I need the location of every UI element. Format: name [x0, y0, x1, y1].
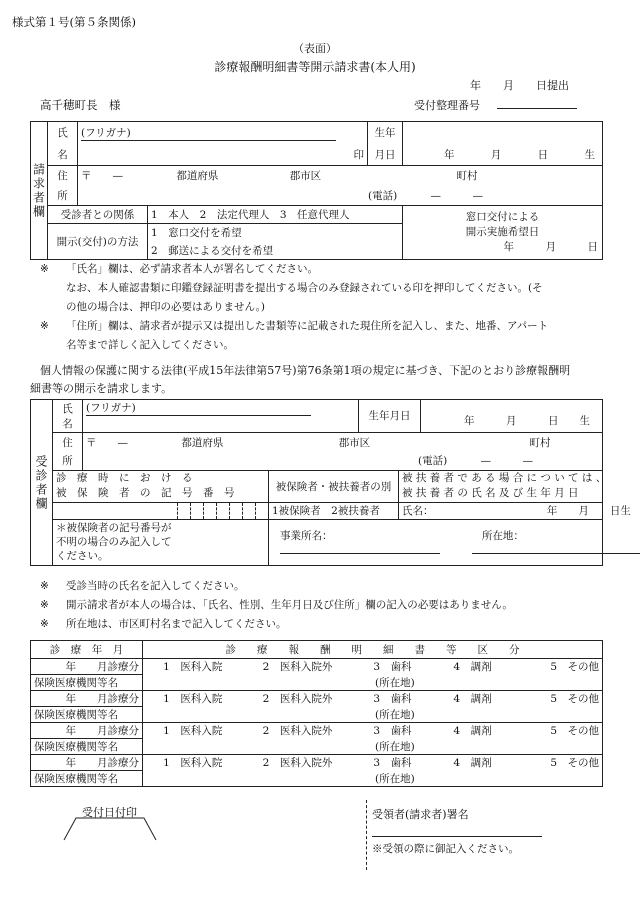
institution-label: 保険医療機関等名 [31, 739, 143, 755]
form-side: （表面） [293, 42, 337, 55]
note-text: 名等まで詳しく記入してください。 [66, 339, 234, 351]
patient-phone-label: (電話) [418, 455, 448, 468]
relation-options[interactable]: 1 本人 2 法定代理人 3 任意代理人 [148, 206, 403, 224]
dependent-label-1: 被 扶 養 者 で あ る 場 合 に つ い て は 、 [402, 472, 607, 484]
receipt-number-label: 受付整理番号 [414, 99, 480, 112]
option-inpatient[interactable]: 1 医科入院 [143, 659, 243, 675]
note-text: の他の場合は、押印の必要はありません。) [66, 301, 265, 313]
option-outpatient[interactable]: 2 医科入院外 [243, 723, 353, 739]
option-dental[interactable]: 3 歯科 [353, 723, 433, 739]
birth-month: 月 [490, 148, 502, 161]
intro-line: 個人情報の保護に関する法律(平成15年法律第57号)第76条第1項の規定に基づき、下記のとおり診療報酬明 [40, 364, 571, 377]
name-label-2: 名 [48, 144, 78, 166]
dependent-date: 年 月 日生 [546, 505, 631, 517]
unknown-number-note [53, 519, 269, 565]
institution-location: (所在地) [375, 676, 415, 689]
town-label: 町村 [456, 170, 478, 183]
patient-notes [40, 577, 513, 634]
prefecture-label: 都道府県 [176, 170, 219, 183]
patient-prefecture: 都道府県 [181, 436, 224, 449]
dependent-name-label: 氏名： [402, 505, 434, 517]
method-label: 開示(交付)の方法 [48, 224, 148, 260]
intro-line: 細書等の開示を請求します。 [30, 382, 173, 395]
option-pharmacy[interactable]: 4 調剤 [433, 691, 513, 707]
patient-address-label: 住 [53, 432, 83, 452]
patient-city: 郡市区 [338, 436, 371, 449]
note-mark: ※ [40, 618, 49, 630]
option-pharmacy[interactable]: 4 調剤 [433, 755, 513, 771]
treatment-category-header: 診 療 報 酬 明 細 書 等 区 分 [143, 641, 603, 659]
patient-furigana[interactable]: (フリガナ) [86, 400, 311, 416]
address-label-2: 所 [48, 186, 78, 206]
insured-number-label-1: 診 療 時 に お け る [56, 472, 193, 484]
phone-separator: — — [430, 189, 484, 202]
receipt-number-field[interactable] [497, 108, 577, 109]
birth-label: 生年 [368, 122, 403, 144]
request-statement [30, 362, 570, 398]
option-inpatient[interactable]: 1 医科入院 [143, 723, 243, 739]
treatment-month-cell[interactable]: 年 月診療分 [31, 755, 143, 771]
address-label: 住 [48, 166, 78, 186]
treatment-table [30, 640, 603, 787]
option-dental[interactable]: 3 歯科 [353, 659, 433, 675]
institution-row [31, 739, 603, 755]
institution-field[interactable] [143, 739, 603, 755]
patient-address-label-2: 所 [53, 452, 83, 470]
insured-number-label-2: 被 保 険 者 の 記 号 番 号 [56, 487, 235, 499]
note-mark: ※ [40, 580, 49, 592]
requester-name-field[interactable] [78, 144, 368, 166]
unknown-note-1: ＊被保険者の記号番号が [56, 522, 172, 534]
institution-field[interactable] [143, 707, 603, 723]
institution-field[interactable] [143, 675, 603, 691]
patient-birth-date: 年 月 日 生 [464, 415, 590, 428]
unknown-note-2: 不明の場合のみ記入して [56, 536, 172, 548]
form-number: 様式第１号(第５条関係) [12, 15, 136, 29]
city-label: 郡市区 [289, 170, 322, 183]
requester-address-field[interactable] [78, 166, 603, 186]
institution-row [31, 771, 603, 787]
signature-field[interactable] [372, 836, 542, 837]
requester-section-label: 請求者欄 [31, 122, 48, 260]
option-outpatient[interactable]: 2 医科入院外 [243, 691, 353, 707]
option-other[interactable]: 5 その他 [513, 755, 603, 771]
method-option-window[interactable]: 1 窓口交付を希望 [148, 224, 403, 242]
name-label: 氏 [48, 122, 78, 144]
patient-town: 町村 [529, 436, 551, 449]
patient-phone-separator: — — [480, 455, 534, 468]
institution-label: 保険医療機関等名 [31, 675, 143, 691]
option-inpatient[interactable]: 1 医科入院 [143, 691, 243, 707]
option-inpatient[interactable]: 1 医科入院 [143, 755, 243, 771]
note-text: 開示請求者が本人の場合は、「氏名、性別、生年月日及び住所」欄の記入の必要はありません。 [66, 599, 513, 611]
option-outpatient[interactable]: 2 医科入院外 [243, 659, 353, 675]
phone-label: (電話) [368, 189, 398, 202]
insured-type-label: 被保険者・被扶養者の別 [269, 470, 399, 502]
page-title: 診療報酬明細書等開示請求書(本人用) [214, 60, 416, 74]
patient-name-field[interactable] [83, 416, 359, 432]
window-label-2: 開示実施希望日 [465, 226, 540, 238]
institution-label: 保険医療機関等名 [31, 707, 143, 723]
treatment-month-cell[interactable]: 年 月診療分 [31, 723, 143, 739]
treatment-row [31, 691, 603, 707]
institution-location: (所在地) [375, 772, 415, 785]
requester-table [30, 121, 603, 260]
insured-number-label [53, 470, 269, 502]
signature-note: ※受領の際に御記入ください。 [372, 843, 519, 855]
window-date[interactable]: 年 月 日 [503, 241, 598, 253]
institution-location: (所在地) [375, 740, 415, 753]
requester-phone-field[interactable] [78, 186, 603, 206]
note-text: 「住所」欄は、請求者が提示又は提出した書類等に記載された現住所を記入し、また、地番、アパート [66, 320, 549, 332]
institution-label: 保険医療機関等名 [31, 771, 143, 787]
birth-suffix: 生 [584, 148, 595, 161]
patient-section-label: 受診者欄 [31, 400, 53, 566]
option-other[interactable]: 5 その他 [513, 723, 603, 739]
note-text: なお、本人確認書類に印鑑登録証明書を提出する場合のみ登録されている印を押印してください。(そ [66, 282, 543, 294]
birth-year: 年 [444, 148, 455, 161]
seal-mark: 印 [353, 148, 364, 161]
treatment-row [31, 723, 603, 739]
location-label: 所在地： [481, 529, 524, 542]
institution-location: (所在地) [375, 708, 415, 721]
patient-table [30, 399, 631, 566]
option-dental[interactable]: 3 歯科 [353, 691, 433, 707]
requester-birth-field[interactable] [403, 144, 603, 166]
institution-row [31, 675, 603, 691]
birth-day: 日 [537, 148, 549, 161]
unknown-note-3: ください。 [56, 550, 109, 562]
receipt-stamp-label: 受付日付印 [82, 806, 137, 819]
submission-date: 年 月 日提出 [470, 79, 569, 92]
option-pharmacy[interactable]: 4 調剤 [433, 659, 513, 675]
dependent-label-2: 被 扶 養 者 の 氏 名 及 び 生 年 月 日 [402, 487, 579, 499]
note-mark: ※ [40, 320, 49, 332]
patient-address-field[interactable] [83, 432, 603, 452]
treatment-row [31, 659, 603, 675]
treatment-month-header: 診 療 年 月 [31, 641, 143, 659]
employer-field[interactable] [269, 519, 603, 565]
requester-notes [40, 260, 548, 355]
option-other[interactable]: 5 その他 [513, 691, 603, 707]
birth-label-2: 月日 [368, 144, 403, 166]
signature-divider [366, 800, 367, 870]
treatment-month-cell[interactable]: 年 月診療分 [31, 659, 143, 675]
receipt-stamp-frame [60, 814, 160, 842]
note-text: 受診当時の氏名を記入してください。 [66, 580, 245, 592]
window-label-1: 窓口交付による [465, 211, 540, 223]
signature-label: 受領者(請求者)署名 [372, 808, 469, 821]
note-mark: ※ [40, 263, 49, 275]
treatment-month-cell[interactable]: 年 月診療分 [31, 691, 143, 707]
option-outpatient[interactable]: 2 医科入院外 [243, 755, 353, 771]
requester-furigana[interactable]: (フリガナ) [81, 125, 336, 141]
institution-row [31, 707, 603, 723]
patient-name-label: 氏 [53, 400, 83, 417]
insured-type-options[interactable]: 1被保険者 2被扶養者 [269, 502, 399, 519]
institution-field[interactable] [143, 771, 603, 787]
treatment-row [31, 755, 603, 771]
relation-label: 受診者との関係 [48, 206, 148, 224]
patient-name-label-2: 名 [53, 416, 83, 432]
option-dental[interactable]: 3 歯科 [353, 755, 433, 771]
patient-birth-field[interactable] [421, 400, 603, 433]
note-text: 「氏名」欄は、必ず請求者本人が署名してください。 [66, 263, 318, 275]
postal-mark: 〒 — [81, 170, 123, 183]
office-label: 事業所名： [280, 529, 333, 542]
note-text: 所在地は、市区町村名まで記入してください。 [66, 618, 287, 630]
note-mark: ※ [40, 599, 49, 611]
patient-phone-field[interactable] [83, 452, 603, 470]
option-other[interactable]: 5 その他 [513, 659, 603, 675]
patient-birth-label: 生年月日 [359, 400, 421, 433]
dependent-label [399, 470, 607, 502]
option-pharmacy[interactable]: 4 調剤 [433, 723, 513, 739]
method-option-mail[interactable]: 2 郵送による交付を希望 [148, 242, 403, 260]
addressee: 高千穂町長 様 [40, 98, 121, 112]
patient-postal-mark: 〒 — [86, 436, 128, 449]
insured-number-boxes[interactable] [53, 502, 269, 519]
dependent-field[interactable] [399, 502, 631, 519]
